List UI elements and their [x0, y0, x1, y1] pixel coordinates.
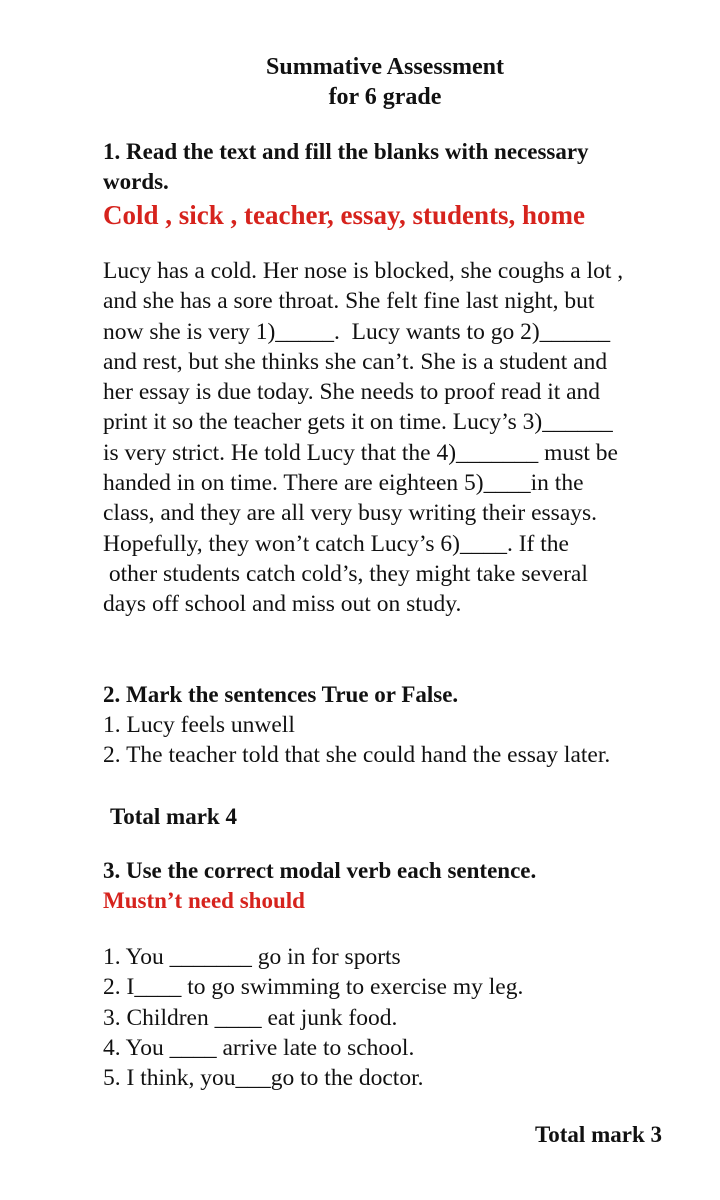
- section3-word-bank: Mustn’t need should: [103, 888, 305, 913]
- section3: [103, 856, 703, 916]
- page-subtitle: for 6 grade: [328, 84, 442, 110]
- modal-verb-item: 2. I____ to go swimming to exercise my leg.: [103, 974, 524, 1001]
- passage-line: Hopefully, they won’t catch Lucy’s 6)____. If the: [103, 530, 569, 557]
- passage-line: other students catch cold’s, they might take several: [103, 560, 588, 587]
- passage-line: her essay is due today. She needs to proof read it and: [103, 379, 601, 406]
- true-false-item: 1. Lucy feels unwell: [103, 712, 295, 738]
- modal-verb-item: 1. You _______ go in for sports: [103, 944, 401, 970]
- modal-verb-item: 5. I think, you___go to the doctor.: [103, 1065, 424, 1092]
- passage-line: is very strict. He told Lucy that the 4)_______ must be: [103, 439, 618, 466]
- title-block: [0, 52, 720, 112]
- section1-heading-line2: words.: [103, 169, 169, 194]
- modal-verb-item: 4. You ____ arrive late to school.: [103, 1034, 415, 1061]
- section2-total-mark: Total mark 4: [110, 804, 237, 829]
- passage-line: print it so the teacher gets it on time. Lucy’s 3)______: [103, 409, 613, 436]
- true-false-item: 2. The teacher told that she could hand the essay later.: [103, 742, 611, 769]
- reading-passage: [103, 256, 703, 620]
- section3-heading: 3. Use the correct modal verb each sentence.: [103, 858, 537, 883]
- modal-verb-item: 3. Children ____ eat junk food.: [103, 1004, 398, 1031]
- passage-line: days off school and miss out on study.: [103, 591, 462, 618]
- modal-verb-list: [103, 942, 703, 1093]
- section3-total-mark: Total mark 3: [535, 1122, 662, 1147]
- section1-heading: [103, 137, 663, 197]
- passage-line: Lucy has a cold. Her nose is blocked, she coughs a lot ,: [103, 258, 624, 284]
- section1-heading-line1: 1. Read the text and fill the blanks with necessary: [103, 139, 589, 164]
- passage-line: now she is very 1)_____. Lucy wants to go 2)______: [103, 318, 611, 345]
- passage-line: and rest, but she thinks she can’t. She is a student and: [103, 348, 608, 375]
- section2-heading: 2. Mark the sentences True or False.: [103, 682, 459, 707]
- passage-line: class, and they are all very busy writing their essays.: [103, 500, 598, 527]
- passage-line: handed in on time. There are eighteen 5)____in the: [103, 470, 584, 497]
- passage-line: and she has a sore throat. She felt fine last night, but: [103, 288, 595, 315]
- section2: [103, 680, 703, 771]
- page-title: Summative Assessment: [266, 54, 504, 80]
- section1-word-bank: Cold , sick , teacher, essay, students, home: [103, 200, 586, 230]
